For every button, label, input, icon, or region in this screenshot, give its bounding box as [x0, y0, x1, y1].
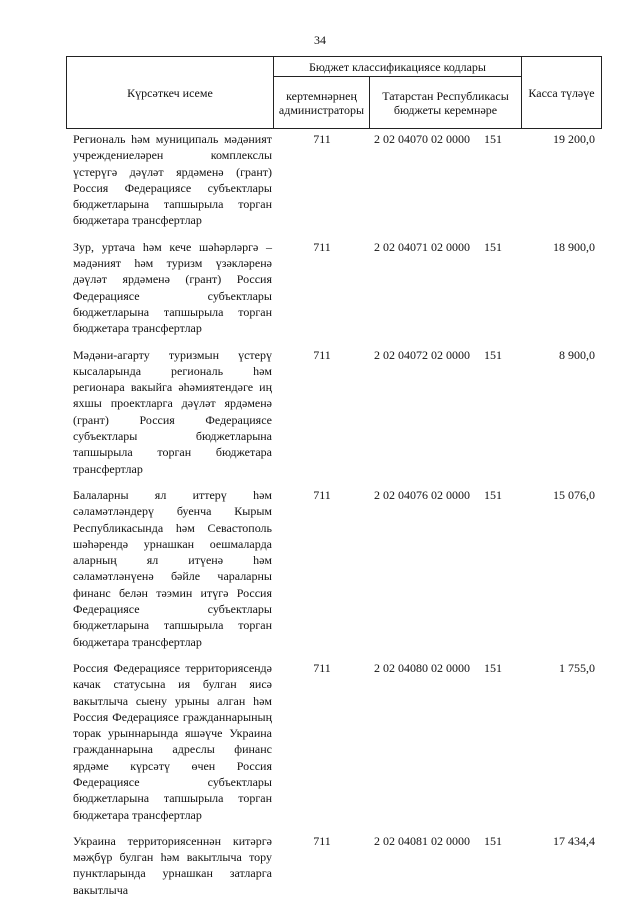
table-row — [66, 347, 601, 477]
header-revenue-column: Татарстан Республикасы бюджеты керемнәре — [370, 77, 522, 129]
page-number: 34 — [314, 33, 326, 47]
row-name: Балаларны ял иттерү һәм сәламәтләндерү буенча Кырым Республикасында һәм Севастополь шәһәрендә урнашкан оешмаларда аларның ял итүенә һәм сәламәтләнүенә бәйле чараларны финанс белән тәэмин итүгә Россия Федерациясе субъектлары бюджетларына тапшырыла торган бюджетара трансфертлар — [73, 487, 272, 649]
row-subcode: 151 — [484, 347, 502, 362]
row-amount: 1 755,0 — [559, 660, 595, 675]
header-name-column: Күрсәткеч исеме — [67, 57, 274, 129]
table-body — [66, 131, 601, 898]
row-name: Мәдәни-агарту туризмын үстерү кысаларында региональ һәм регионара вакыйга әһәмиятендәге иң яхшы проектларга дәүләт ярдәменә (грант) Россия Федерациясе субъектлары бюджетларына тапшырыла торган бюджетара трансфертлар — [73, 347, 272, 476]
row-admin: 711 — [313, 660, 331, 675]
row-subcode: 151 — [484, 660, 502, 675]
table-row — [66, 131, 601, 229]
row-amount: 15 076,0 — [553, 487, 595, 502]
row-code: 2 02 04076 02 0000 — [374, 487, 470, 502]
row-code: 2 02 04071 02 0000 — [374, 239, 470, 254]
row-code: 2 02 04081 02 0000 — [374, 833, 470, 848]
row-admin: 711 — [313, 347, 331, 362]
row-admin: 711 — [313, 833, 331, 848]
row-code: 2 02 04080 02 0000 — [374, 660, 470, 675]
header-cash-column: Касса түләүе — [522, 57, 602, 129]
row-name: Региональ һәм муниципаль мәдәният учреждениеләрен комплекслы үстерүгә дәүләт ярдәменә (грант) Россия Федерациясе субъектлары бюджетларына тапшырыла торган бюджетара трансфертлар — [73, 132, 272, 228]
row-admin: 711 — [313, 487, 331, 502]
row-code: 2 02 04070 02 0000 — [374, 132, 470, 146]
row-subcode: 151 — [484, 239, 502, 254]
row-admin: 711 — [313, 132, 331, 146]
row-amount: 17 434,4 — [553, 833, 595, 848]
table-row — [66, 487, 601, 650]
table-row — [66, 833, 601, 898]
row-admin: 711 — [313, 239, 331, 254]
row-subcode: 151 — [484, 833, 502, 848]
row-subcode: 151 — [484, 132, 502, 146]
row-name: Зур, уртача һәм кече шәһәрләргә – мәдәният һәм туризм үзәкләренә дәүләт ярдәменә (грант) Россия Федерациясе субъектлары бюджетларына тапшырыла торган бюджетара трансфертлар — [73, 239, 272, 336]
table-row — [66, 239, 601, 337]
row-amount: 18 900,0 — [553, 239, 595, 254]
header-admin-column: кертемнәрнең администраторы — [274, 77, 370, 129]
header-budget-codes: Бюджет классификациясе кодлары — [274, 57, 522, 77]
row-amount: 8 900,0 — [559, 347, 595, 362]
row-subcode: 151 — [484, 487, 502, 502]
row-name: Украина территориясеннән китәргә мәҗбүр булган һәм вакытлыча тору пунктларында урнашкан затларга вакытлыча — [73, 833, 272, 897]
row-code: 2 02 04072 02 0000 — [374, 347, 470, 362]
row-name: Россия Федерациясе территориясендә качак статусына ия булган яисә вакытлыча сыену урыны алган һәм Россия Федерациясе гражданнарының торак урыннарында яшәүче Украина гражданнарына адреслы финанс ярдәме күрсәтү өчен Россия Федерациясе субъектлары бюджетларына тапшырыла торган бюджетара трансфертлар — [73, 660, 272, 822]
row-amount: 19 200,0 — [553, 132, 595, 146]
table-row — [66, 660, 601, 823]
table-header — [66, 56, 602, 129]
